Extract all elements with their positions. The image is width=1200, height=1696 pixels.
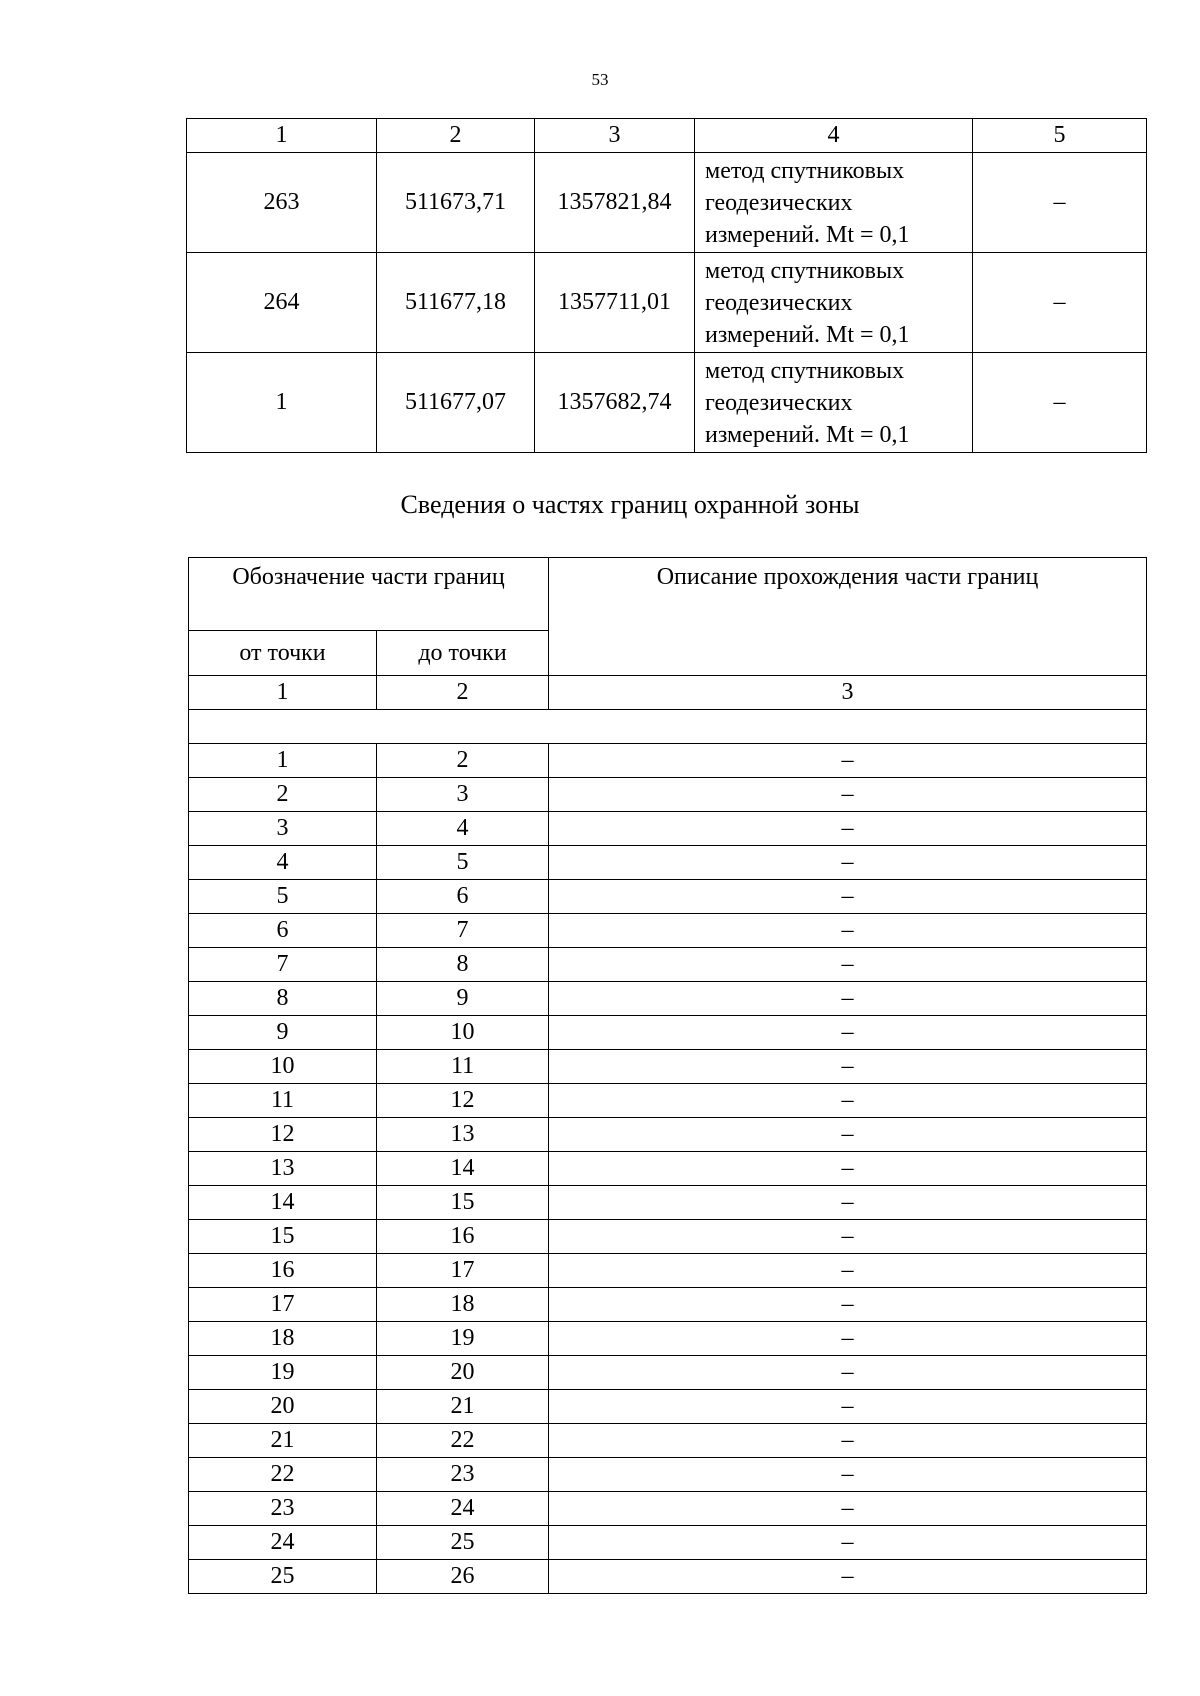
table-row bbox=[187, 353, 1147, 453]
to-point: 21 bbox=[377, 1390, 549, 1424]
description-cell: – bbox=[549, 1118, 1147, 1152]
point-number: 264 bbox=[187, 253, 377, 353]
method-line: геодезических bbox=[705, 189, 853, 216]
table-row bbox=[187, 153, 1147, 253]
coordinate-y: 1357682,74 bbox=[535, 353, 695, 453]
from-point-header: от точки bbox=[189, 631, 377, 676]
from-point: 13 bbox=[189, 1152, 377, 1186]
description-cell: – bbox=[549, 1152, 1147, 1186]
description-cell: – bbox=[549, 1356, 1147, 1390]
description-cell: – bbox=[549, 812, 1147, 846]
to-point: 11 bbox=[377, 1050, 549, 1084]
table-row bbox=[189, 1118, 1147, 1152]
table-row bbox=[189, 1322, 1147, 1356]
table-row bbox=[189, 1186, 1147, 1220]
table-row bbox=[189, 1560, 1147, 1594]
from-point: 21 bbox=[189, 1424, 377, 1458]
table-row bbox=[189, 1424, 1147, 1458]
from-point: 8 bbox=[189, 982, 377, 1016]
column-numbers-row bbox=[189, 676, 1147, 710]
method-description bbox=[695, 253, 973, 353]
table-row bbox=[187, 253, 1147, 353]
note-cell: – bbox=[973, 353, 1147, 453]
description-cell: – bbox=[549, 1424, 1147, 1458]
column-number: 5 bbox=[973, 119, 1147, 153]
from-point: 9 bbox=[189, 1016, 377, 1050]
column-number: 3 bbox=[549, 676, 1147, 710]
table-row bbox=[189, 1254, 1147, 1288]
from-point: 6 bbox=[189, 914, 377, 948]
description-cell: – bbox=[549, 846, 1147, 880]
from-point: 15 bbox=[189, 1220, 377, 1254]
description-cell: – bbox=[549, 1254, 1147, 1288]
from-point: 22 bbox=[189, 1458, 377, 1492]
to-point: 19 bbox=[377, 1322, 549, 1356]
to-point: 10 bbox=[377, 1016, 549, 1050]
note-cell: – bbox=[973, 153, 1147, 253]
description-cell: – bbox=[549, 1492, 1147, 1526]
table-row bbox=[189, 1356, 1147, 1390]
table-row bbox=[189, 1492, 1147, 1526]
from-point: 20 bbox=[189, 1390, 377, 1424]
description-cell: – bbox=[549, 914, 1147, 948]
column-number: 2 bbox=[377, 676, 549, 710]
description-cell: – bbox=[549, 1220, 1147, 1254]
point-number: 263 bbox=[187, 153, 377, 253]
table-row bbox=[189, 1050, 1147, 1084]
page-number: 53 bbox=[591, 70, 609, 89]
table-row bbox=[189, 1390, 1147, 1424]
from-point: 25 bbox=[189, 1560, 377, 1594]
point-number: 1 bbox=[187, 353, 377, 453]
table-row bbox=[189, 1526, 1147, 1560]
to-point: 4 bbox=[377, 812, 549, 846]
coordinate-x: 511673,71 bbox=[377, 153, 535, 253]
to-point: 20 bbox=[377, 1356, 549, 1390]
empty-row bbox=[189, 710, 1147, 744]
method-description bbox=[695, 153, 973, 253]
to-point: 26 bbox=[377, 1560, 549, 1594]
table-row bbox=[189, 880, 1147, 914]
table-row bbox=[189, 1084, 1147, 1118]
method-line: геодезических bbox=[705, 289, 853, 316]
empty-cell bbox=[189, 710, 1147, 744]
column-number: 4 bbox=[695, 119, 973, 153]
method-line: измерений. Mt = 0,1 bbox=[705, 221, 910, 248]
table-row bbox=[189, 744, 1147, 778]
coordinate-x: 511677,07 bbox=[377, 353, 535, 453]
method-line: метод спутниковых bbox=[705, 257, 905, 284]
from-point: 10 bbox=[189, 1050, 377, 1084]
from-point: 18 bbox=[189, 1322, 377, 1356]
to-point: 24 bbox=[377, 1492, 549, 1526]
from-point: 2 bbox=[189, 778, 377, 812]
section-title: Сведения о частях границ охранной зоны bbox=[400, 490, 860, 519]
from-point: 19 bbox=[189, 1356, 377, 1390]
description-cell: – bbox=[549, 1050, 1147, 1084]
to-point: 7 bbox=[377, 914, 549, 948]
column-number: 2 bbox=[377, 119, 535, 153]
table-row bbox=[189, 1458, 1147, 1492]
to-point: 15 bbox=[377, 1186, 549, 1220]
from-point: 4 bbox=[189, 846, 377, 880]
to-point: 6 bbox=[377, 880, 549, 914]
description-cell: – bbox=[549, 948, 1147, 982]
designation-header: Обозначение части границ bbox=[189, 558, 549, 631]
description-cell: – bbox=[549, 1016, 1147, 1050]
to-point: 9 bbox=[377, 982, 549, 1016]
table-row bbox=[189, 1220, 1147, 1254]
table-row bbox=[189, 1152, 1147, 1186]
description-cell: – bbox=[549, 880, 1147, 914]
description-cell: – bbox=[549, 1322, 1147, 1356]
description-cell: – bbox=[549, 1390, 1147, 1424]
coordinate-x: 511677,18 bbox=[377, 253, 535, 353]
from-point: 12 bbox=[189, 1118, 377, 1152]
from-point: 11 bbox=[189, 1084, 377, 1118]
description-cell: – bbox=[549, 1186, 1147, 1220]
table-row bbox=[189, 778, 1147, 812]
to-point: 17 bbox=[377, 1254, 549, 1288]
from-point: 3 bbox=[189, 812, 377, 846]
description-cell: – bbox=[549, 1084, 1147, 1118]
to-point: 22 bbox=[377, 1424, 549, 1458]
table-row bbox=[189, 1288, 1147, 1322]
to-point: 2 bbox=[377, 744, 549, 778]
method-line: метод спутниковых bbox=[705, 357, 905, 384]
to-point: 25 bbox=[377, 1526, 549, 1560]
table-row bbox=[189, 812, 1147, 846]
from-point: 23 bbox=[189, 1492, 377, 1526]
to-point: 13 bbox=[377, 1118, 549, 1152]
note-cell: – bbox=[973, 253, 1147, 353]
table-row bbox=[189, 846, 1147, 880]
coordinate-y: 1357821,84 bbox=[535, 153, 695, 253]
table-row bbox=[189, 914, 1147, 948]
to-point: 18 bbox=[377, 1288, 549, 1322]
coordinate-y: 1357711,01 bbox=[535, 253, 695, 353]
from-point: 5 bbox=[189, 880, 377, 914]
to-point: 5 bbox=[377, 846, 549, 880]
description-cell: – bbox=[549, 1458, 1147, 1492]
to-point: 12 bbox=[377, 1084, 549, 1118]
description-cell: – bbox=[549, 1288, 1147, 1322]
description-header: Описание прохождения части границ bbox=[549, 558, 1147, 676]
description-cell: – bbox=[549, 1560, 1147, 1594]
to-point: 3 bbox=[377, 778, 549, 812]
description-cell: – bbox=[549, 744, 1147, 778]
from-point: 24 bbox=[189, 1526, 377, 1560]
to-point-header: до точки bbox=[377, 631, 549, 676]
from-point: 17 bbox=[189, 1288, 377, 1322]
method-line: измерений. Mt = 0,1 bbox=[705, 421, 910, 448]
column-number: 1 bbox=[189, 676, 377, 710]
column-number: 3 bbox=[535, 119, 695, 153]
coordinates-header-row bbox=[187, 119, 1147, 153]
table-row bbox=[189, 948, 1147, 982]
description-cell: – bbox=[549, 982, 1147, 1016]
method-line: метод спутниковых bbox=[705, 157, 905, 184]
to-point: 14 bbox=[377, 1152, 549, 1186]
column-number: 1 bbox=[187, 119, 377, 153]
method-line: измерений. Mt = 0,1 bbox=[705, 321, 910, 348]
to-point: 16 bbox=[377, 1220, 549, 1254]
to-point: 23 bbox=[377, 1458, 549, 1492]
to-point: 8 bbox=[377, 948, 549, 982]
boundary-parts-table bbox=[188, 557, 1147, 1594]
description-cell: – bbox=[549, 1526, 1147, 1560]
method-description bbox=[695, 353, 973, 453]
from-point: 1 bbox=[189, 744, 377, 778]
from-point: 7 bbox=[189, 948, 377, 982]
from-point: 16 bbox=[189, 1254, 377, 1288]
parts-header-row bbox=[189, 558, 1147, 631]
method-line: геодезических bbox=[705, 389, 853, 416]
table-row bbox=[189, 982, 1147, 1016]
coordinates-table bbox=[186, 118, 1147, 453]
description-cell: – bbox=[549, 778, 1147, 812]
table-row bbox=[189, 1016, 1147, 1050]
from-point: 14 bbox=[189, 1186, 377, 1220]
